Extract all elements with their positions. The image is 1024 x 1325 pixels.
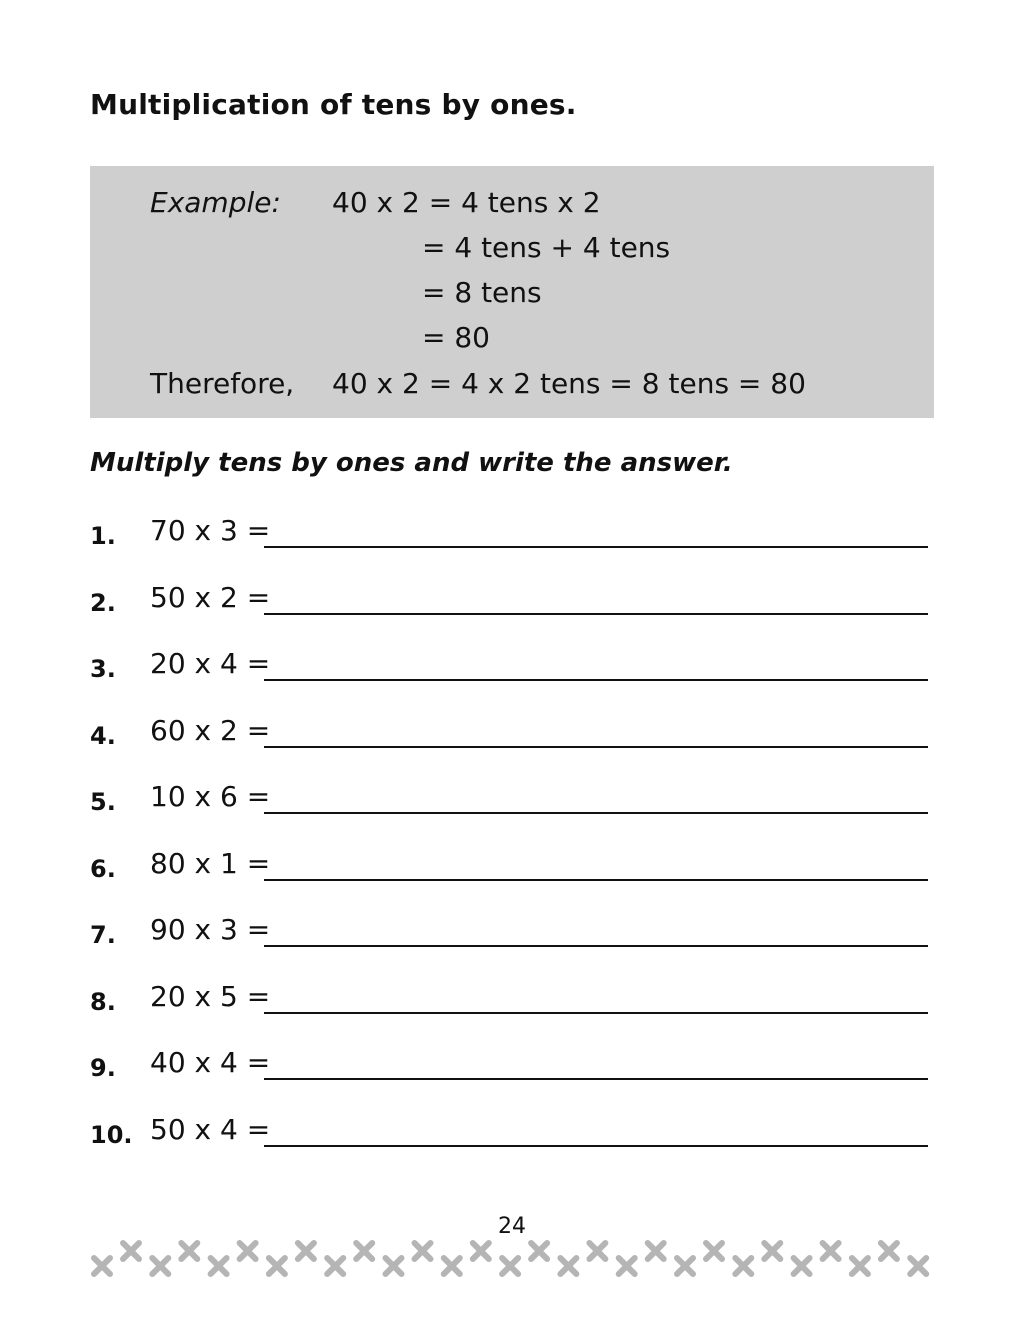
- question-number: 9.: [90, 1054, 116, 1082]
- question-expression: 40 x 4 =: [150, 1046, 271, 1079]
- cross-icon: [560, 1258, 576, 1274]
- cross-icon: [269, 1258, 285, 1274]
- answer-line[interactable]: [264, 613, 928, 615]
- question-row: [90, 1113, 930, 1153]
- cross-icon: [910, 1258, 926, 1274]
- cross-icon: [94, 1258, 110, 1274]
- cross-icon: [502, 1258, 518, 1274]
- cross-icon: [386, 1258, 402, 1274]
- question-row: [90, 980, 930, 1020]
- cross-icon: [152, 1258, 168, 1274]
- cross-icon: [415, 1243, 431, 1259]
- instruction-text: Multiply tens by ones and write the answer.: [90, 448, 733, 478]
- cross-icon: [327, 1258, 343, 1274]
- answer-line[interactable]: [264, 546, 928, 548]
- example-line-1: 40 x 2 = 4 tens x 2: [332, 186, 601, 219]
- question-number: 3.: [90, 655, 116, 683]
- question-number: 10.: [90, 1120, 133, 1149]
- question-number: 5.: [90, 788, 116, 816]
- question-expression: 70 x 3 =: [150, 514, 271, 547]
- question-row: [90, 581, 930, 621]
- cross-icon: [619, 1258, 635, 1274]
- example-line-2: = 4 tens + 4 tens: [422, 231, 671, 264]
- therefore-text: 40 x 2 = 4 x 2 tens = 8 tens = 80: [332, 367, 806, 400]
- answer-line[interactable]: [264, 1145, 928, 1147]
- question-expression: 50 x 2 =: [150, 580, 271, 614]
- question-number: 6.: [90, 854, 116, 883]
- question-expression: 10 x 6 =: [150, 780, 271, 813]
- question-row: [90, 913, 930, 953]
- question-expression: 50 x 4 =: [150, 1112, 271, 1146]
- cross-icon: [706, 1243, 722, 1259]
- answer-line[interactable]: [264, 679, 928, 681]
- cross-icon: [852, 1258, 868, 1274]
- question-expression: 90 x 3 =: [150, 913, 271, 946]
- page-title: Multiplication of tens by ones.: [90, 88, 577, 121]
- question-row: [90, 780, 930, 820]
- question-row: [90, 514, 930, 554]
- answer-line[interactable]: [264, 1078, 928, 1080]
- answer-line[interactable]: [264, 879, 928, 881]
- cross-icon: [473, 1243, 489, 1259]
- answer-line[interactable]: [264, 945, 928, 947]
- answer-line[interactable]: [264, 746, 928, 748]
- question-number: 1.: [90, 522, 116, 550]
- question-number: 4.: [90, 721, 116, 750]
- question-number: 2.: [90, 588, 116, 617]
- cross-icon: [764, 1243, 780, 1259]
- example-line-3: = 8 tens: [422, 276, 542, 309]
- cross-icon: [356, 1243, 372, 1259]
- question-expression: 60 x 2 =: [150, 713, 271, 747]
- question-expression: 20 x 5 =: [150, 979, 271, 1013]
- therefore-label: Therefore,: [150, 367, 295, 400]
- question-row: [90, 1046, 930, 1086]
- cross-icon: [735, 1258, 751, 1274]
- cross-pattern-icon: [0, 1236, 1024, 1296]
- question-expression: 20 x 4 =: [150, 647, 271, 680]
- cross-icon: [677, 1258, 693, 1274]
- page-number: 24: [498, 1214, 526, 1239]
- cross-icon: [298, 1243, 314, 1259]
- cross-icon: [531, 1243, 547, 1259]
- cross-icon: [181, 1243, 197, 1259]
- cross-icon: [211, 1258, 227, 1274]
- cross-icon: [794, 1258, 810, 1274]
- cross-icon: [240, 1243, 256, 1259]
- question-expression: 80 x 1 =: [150, 846, 271, 880]
- example-line-4: = 80: [422, 321, 490, 354]
- answer-line[interactable]: [264, 1012, 928, 1014]
- answer-line[interactable]: [264, 812, 928, 814]
- example-box: [90, 166, 934, 418]
- cross-icon: [444, 1258, 460, 1274]
- cross-icon: [823, 1243, 839, 1259]
- question-number: 7.: [90, 921, 116, 949]
- question-number: 8.: [90, 987, 116, 1016]
- question-row: [90, 714, 930, 754]
- cross-icon: [589, 1243, 605, 1259]
- example-label: Example:: [150, 186, 281, 219]
- cross-icon: [881, 1243, 897, 1259]
- question-row: [90, 647, 930, 687]
- cross-icon: [648, 1243, 664, 1259]
- cross-icon: [123, 1243, 139, 1259]
- question-row: [90, 847, 930, 887]
